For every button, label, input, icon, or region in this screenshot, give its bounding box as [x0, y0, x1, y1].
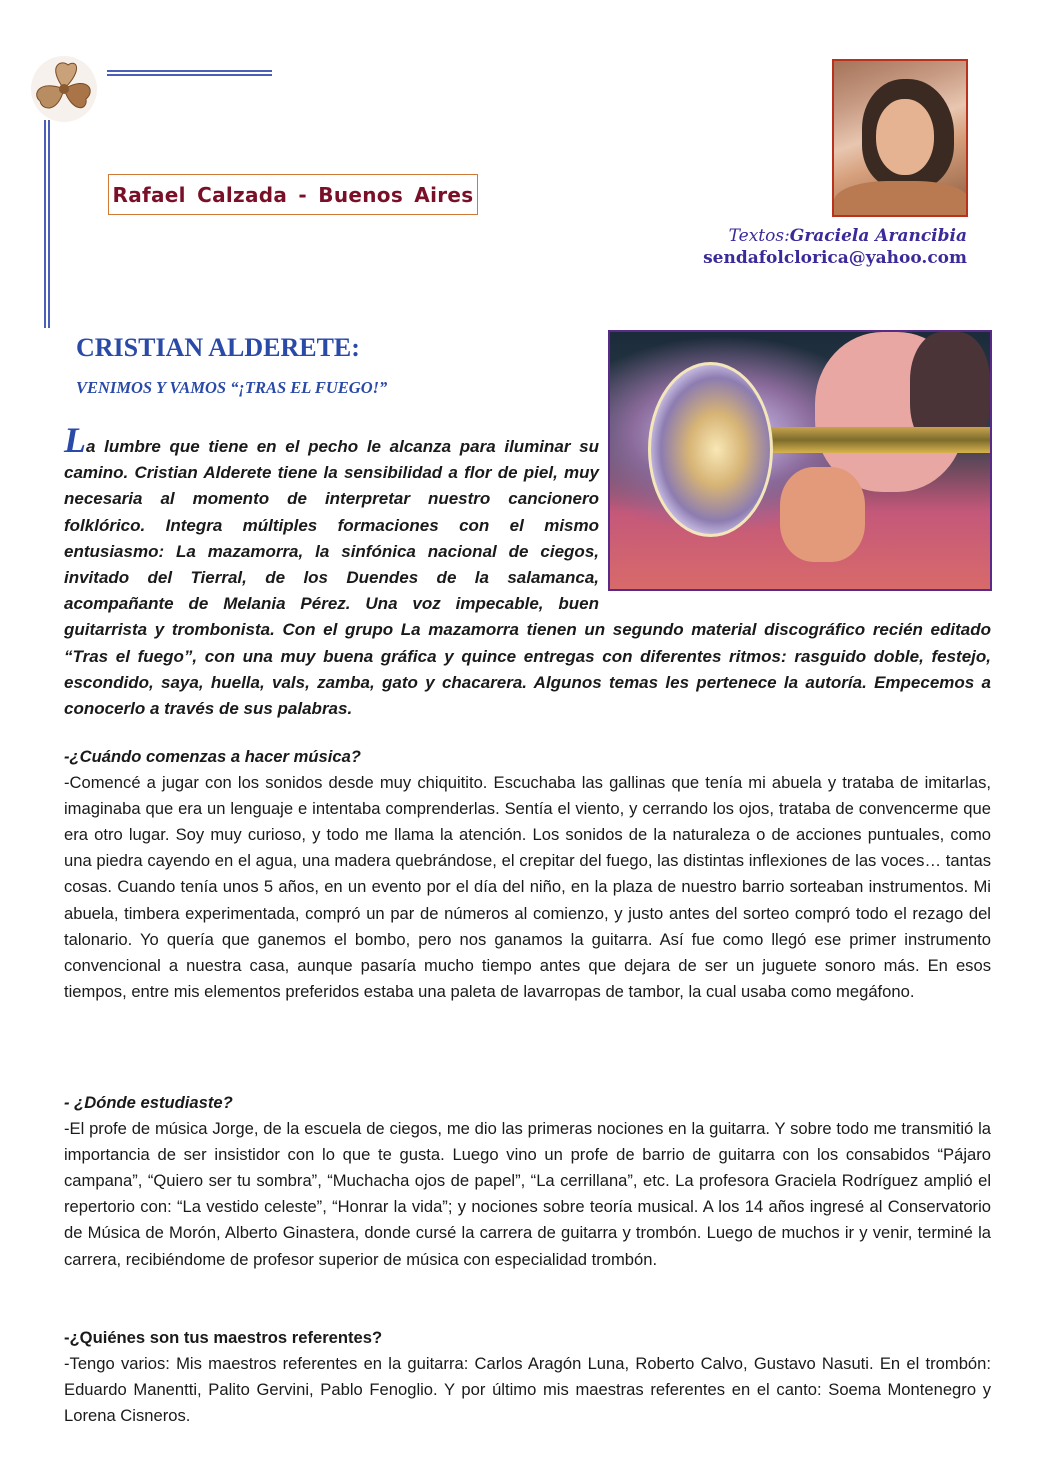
qa-item — [64, 1090, 991, 1273]
decorative-vertical-rule — [44, 120, 50, 328]
location-text: Rafael Calzada - Buenos Aires — [112, 182, 474, 207]
qa-item — [64, 1325, 991, 1429]
author-photo-face — [876, 99, 934, 175]
drop-cap: L — [64, 420, 86, 460]
qa-question: - ¿Dónde estudiaste? — [64, 1093, 233, 1112]
qa-answer: -Tengo varios: Mis maestros referentes en la guitarra: Carlos Aragón Luna, Roberto Calvo, Gustavo Nasuti. En el trombón: Eduardo Manentti, Palito Gervini, Pablo Fenoglio. Y por último mis maestras referentes en el canto: Soema Montenegro y Lorena Cisneros. — [64, 1354, 991, 1426]
location-label-box — [108, 174, 478, 215]
author-photo — [832, 59, 968, 217]
photo-float-space — [599, 430, 991, 608]
credits-author: Graciela Arancibia — [789, 226, 967, 246]
decorative-horizontal-rule — [107, 70, 272, 76]
lead-paragraph — [64, 420, 991, 722]
qa-question: -¿Quiénes son tus maestros referentes? — [64, 1328, 383, 1347]
credits-email[interactable]: sendafolclorica@yahoo.com — [703, 248, 967, 268]
article-title: CRISTIAN ALDERETE: — [76, 333, 360, 362]
lead-text: a lumbre que tiene en el pecho le alcanza para iluminar su camino. Cristian Alderete tiene la sensibilidad a flor de piel, muy necesaria al momento de interpretar nuestro cancionero folklórico. Integra múltiples formaciones con el mismo entusiasmo: La mazamorra, la sinfónica nacional de ciegos, invitado del Tierral, de los Duendes de la salamanca, acompañante de Melania Pérez. Una voz impecable, buen guitarrista y trombonista. Con el grupo La mazamorra tienen un segundo material discográfico recién editado “Tras el fuego”, con una muy buena gráfica y quince entregas con diferentes ritmos: rasguido doble, festejo, escondido, saya, huella, vals, zamba, gato y chacarera. Algunos temas les pertenece la autoría. Empecemos a conocerlo a través de sus palabras. — [64, 437, 991, 719]
author-photo-body — [834, 181, 968, 217]
qa-item — [64, 744, 991, 1005]
qa-answer: -Comencé a jugar con los sonidos desde muy chiquitito. Escuchaba las gallinas que tenía mi abuela y trataba de imitarlas, imaginaba que era un lenguaje e intentaba comprenderlas. Sentía el viento, y cerrando los ojos, trataba de convencerme que era otro lugar. Soy muy curioso, y todo me llama la atención. Los sonidos de la naturaleza o de acciones puntuales, como una piedra cayendo en el agua, una madera quebrándose, el crepitar del fuego, las distintas inflexiones de las voces… tantas cosas. Cuando tenía unos 5 años, en un evento por el día del niño, en la plaza de nuestro barrio sorteaban instrumentos. Mi abuela, timbera experimentada, compró un par de números al comienzo, y justo antes del sorteo compró todo el rezago del talonario. Yo quería que ganemos el bombo, pero nos ganamos la guitarra. Así fue como llegó ese primer instrumento convencional a nuestra casa, aunque pasaría mucho tiempo antes que dejara de ser un juguete sonoro más. En esos tiempos, entre mis elementos preferidos estaba una paleta de lavarropas de tambor, la cual usaba como megáfono. — [64, 773, 991, 1001]
qa-answer: -El profe de música Jorge, de la escuela de ciegos, me dio las primeras nociones en la guitarra. Y sobre todo me transmitió la importancia de ser insistidor con lo que te gusta. Luego vino un profe de barrio de guitarra con los consabidos “Pájaro campana”, “Quiero ser tu sombra”, “Muchacha ojos de papel”, “La cerrillana”, etc. La profesora Graciela Rodríguez amplió el repertorio con: “La vestido celeste”, “Honrar la vida”; y nociones sobre teoría musical. A los 14 años ingresé al Conservatorio de Música de Morón, Alberto Ginastera, donde cursé la carrera de guitarra y trombón. Luego de muchos ir y venir, terminé la carrera, recibiéndome de profesor superior de música con especialidad trombón. — [64, 1119, 991, 1269]
article-subtitle: VENIMOS Y VAMOS “¡TRAS EL FUEGO!” — [76, 378, 388, 397]
qa-question: -¿Cuándo comenzas a hacer música? — [64, 747, 361, 766]
flower-ornament-icon — [28, 55, 104, 123]
credits-line — [703, 226, 967, 246]
credits-block — [703, 226, 967, 268]
credits-label: Textos: — [728, 226, 790, 246]
